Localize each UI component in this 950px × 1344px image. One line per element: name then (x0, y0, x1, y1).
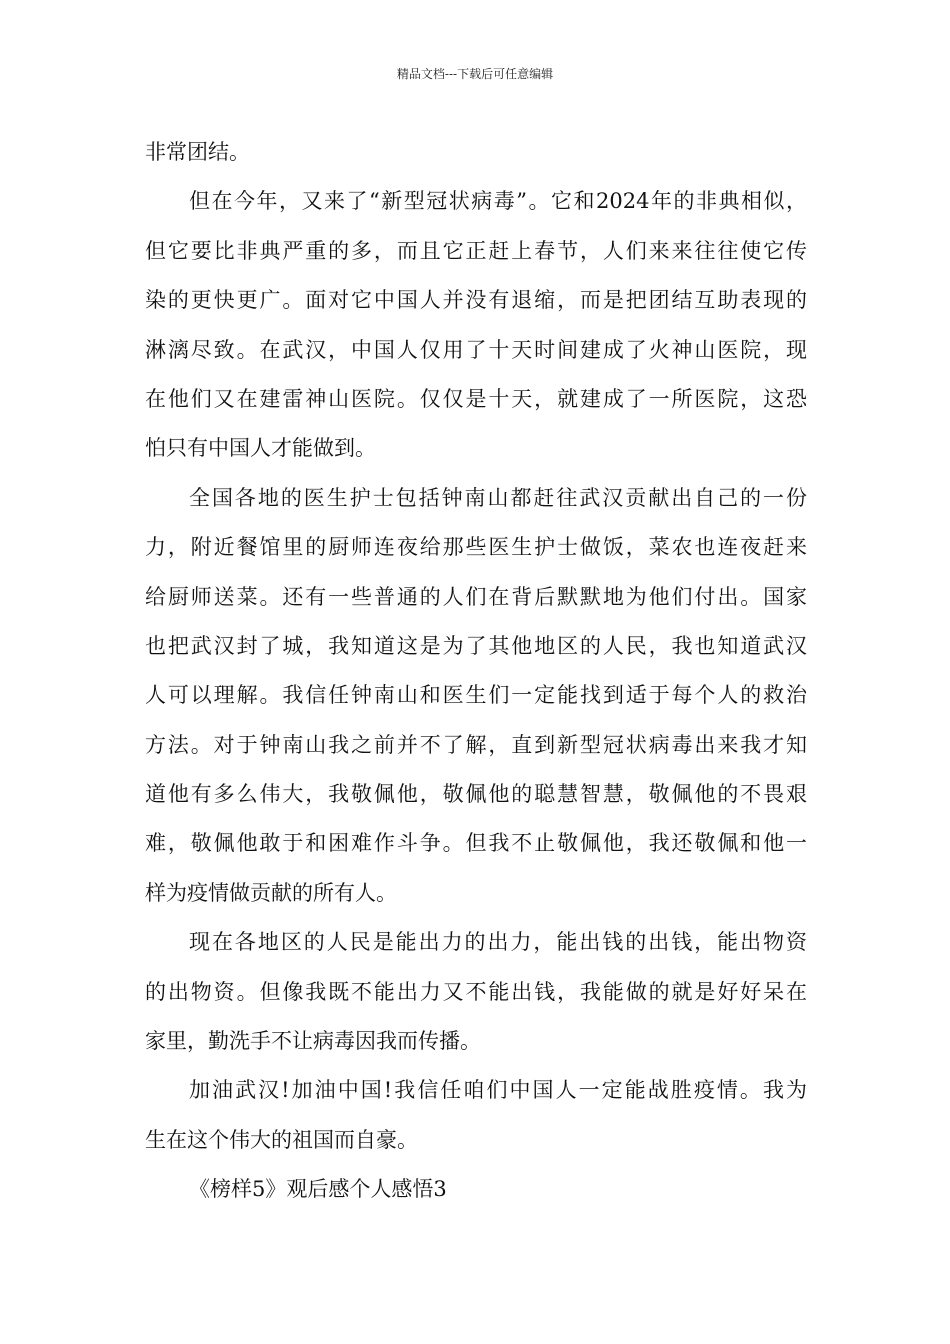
paragraph (145, 918, 807, 1066)
paragraph (145, 474, 807, 919)
text-line: 力，附近餐馆里的厨师连夜给那些医生护士做饭，菜农也连夜赶来 (145, 535, 807, 560)
text-line: 人可以理解。我信任钟南山和医生们一定能找到适于每个人的救治 (145, 683, 807, 708)
text-line: 《榜样5》观后感个人感悟3 (189, 1177, 447, 1202)
text-line: 样为疫情做贡献的所有人。 (145, 880, 397, 905)
text-line: 但它要比非典严重的多，而且它正赶上春节，人们来来往往使它传 (145, 238, 807, 263)
text-line: 家里，勤洗手不让病毒因我而传播。 (145, 1029, 481, 1054)
paragraph (145, 177, 807, 473)
text-line: 给厨师送菜。还有一些普通的人们在背后默默地为他们付出。国家 (145, 584, 807, 609)
text-line: 加油武汉!加油中国!我信任咱们中国人一定能战胜疫情。我为 (189, 1078, 807, 1103)
text-line: 也把武汉封了城，我知道这是为了其他地区的人民，我也知道武汉 (145, 633, 807, 658)
page-header: 精品文档---下载后可任意编辑 (396, 67, 554, 81)
paragraph (145, 128, 807, 177)
text-line: 的出物资。但像我既不能出力又不能出钱，我能做的就是好好呆在 (145, 979, 807, 1004)
text-line: 非常团结。 (145, 140, 250, 164)
text-line: 染的更快更广。面对它中国人并没有退缩，而是把团结互助表现的 (145, 288, 807, 313)
text-line: 现在各地区的人民是能出力的出力，能出钱的出钱，能出物资 (189, 930, 807, 955)
text-line: 方法。对于钟南山我之前并不了解，直到新型冠状病毒出来我才知 (145, 732, 807, 757)
text-line: 全国各地的医生护士包括钟南山都赶往武汉贡献出自己的一份 (189, 485, 807, 510)
text-line: 生在这个伟大的祖国而自豪。 (145, 1127, 418, 1152)
text-line: 难，敬佩他敢于和困难作斗争。但我不止敬佩他，我还敬佩和他一 (145, 831, 807, 856)
paragraph (145, 1066, 807, 1165)
document-body (145, 128, 807, 1215)
text-line: 但在今年，又来了“新型冠状病毒”。它和2024年的非典相似， (189, 189, 807, 214)
text-line: 淋漓尽致。在武汉，中国人仅用了十天时间建成了火神山医院，现 (145, 337, 807, 362)
section-title (145, 1165, 807, 1214)
text-line: 在他们又在建雷神山医院。仅仅是十天，就建成了一所医院，这恐 (145, 386, 807, 411)
text-line: 道他有多么伟大，我敬佩他，敬佩他的聪慧智慧，敬佩他的不畏艰 (145, 782, 807, 807)
text-line: 怕只有中国人才能做到。 (145, 436, 376, 461)
